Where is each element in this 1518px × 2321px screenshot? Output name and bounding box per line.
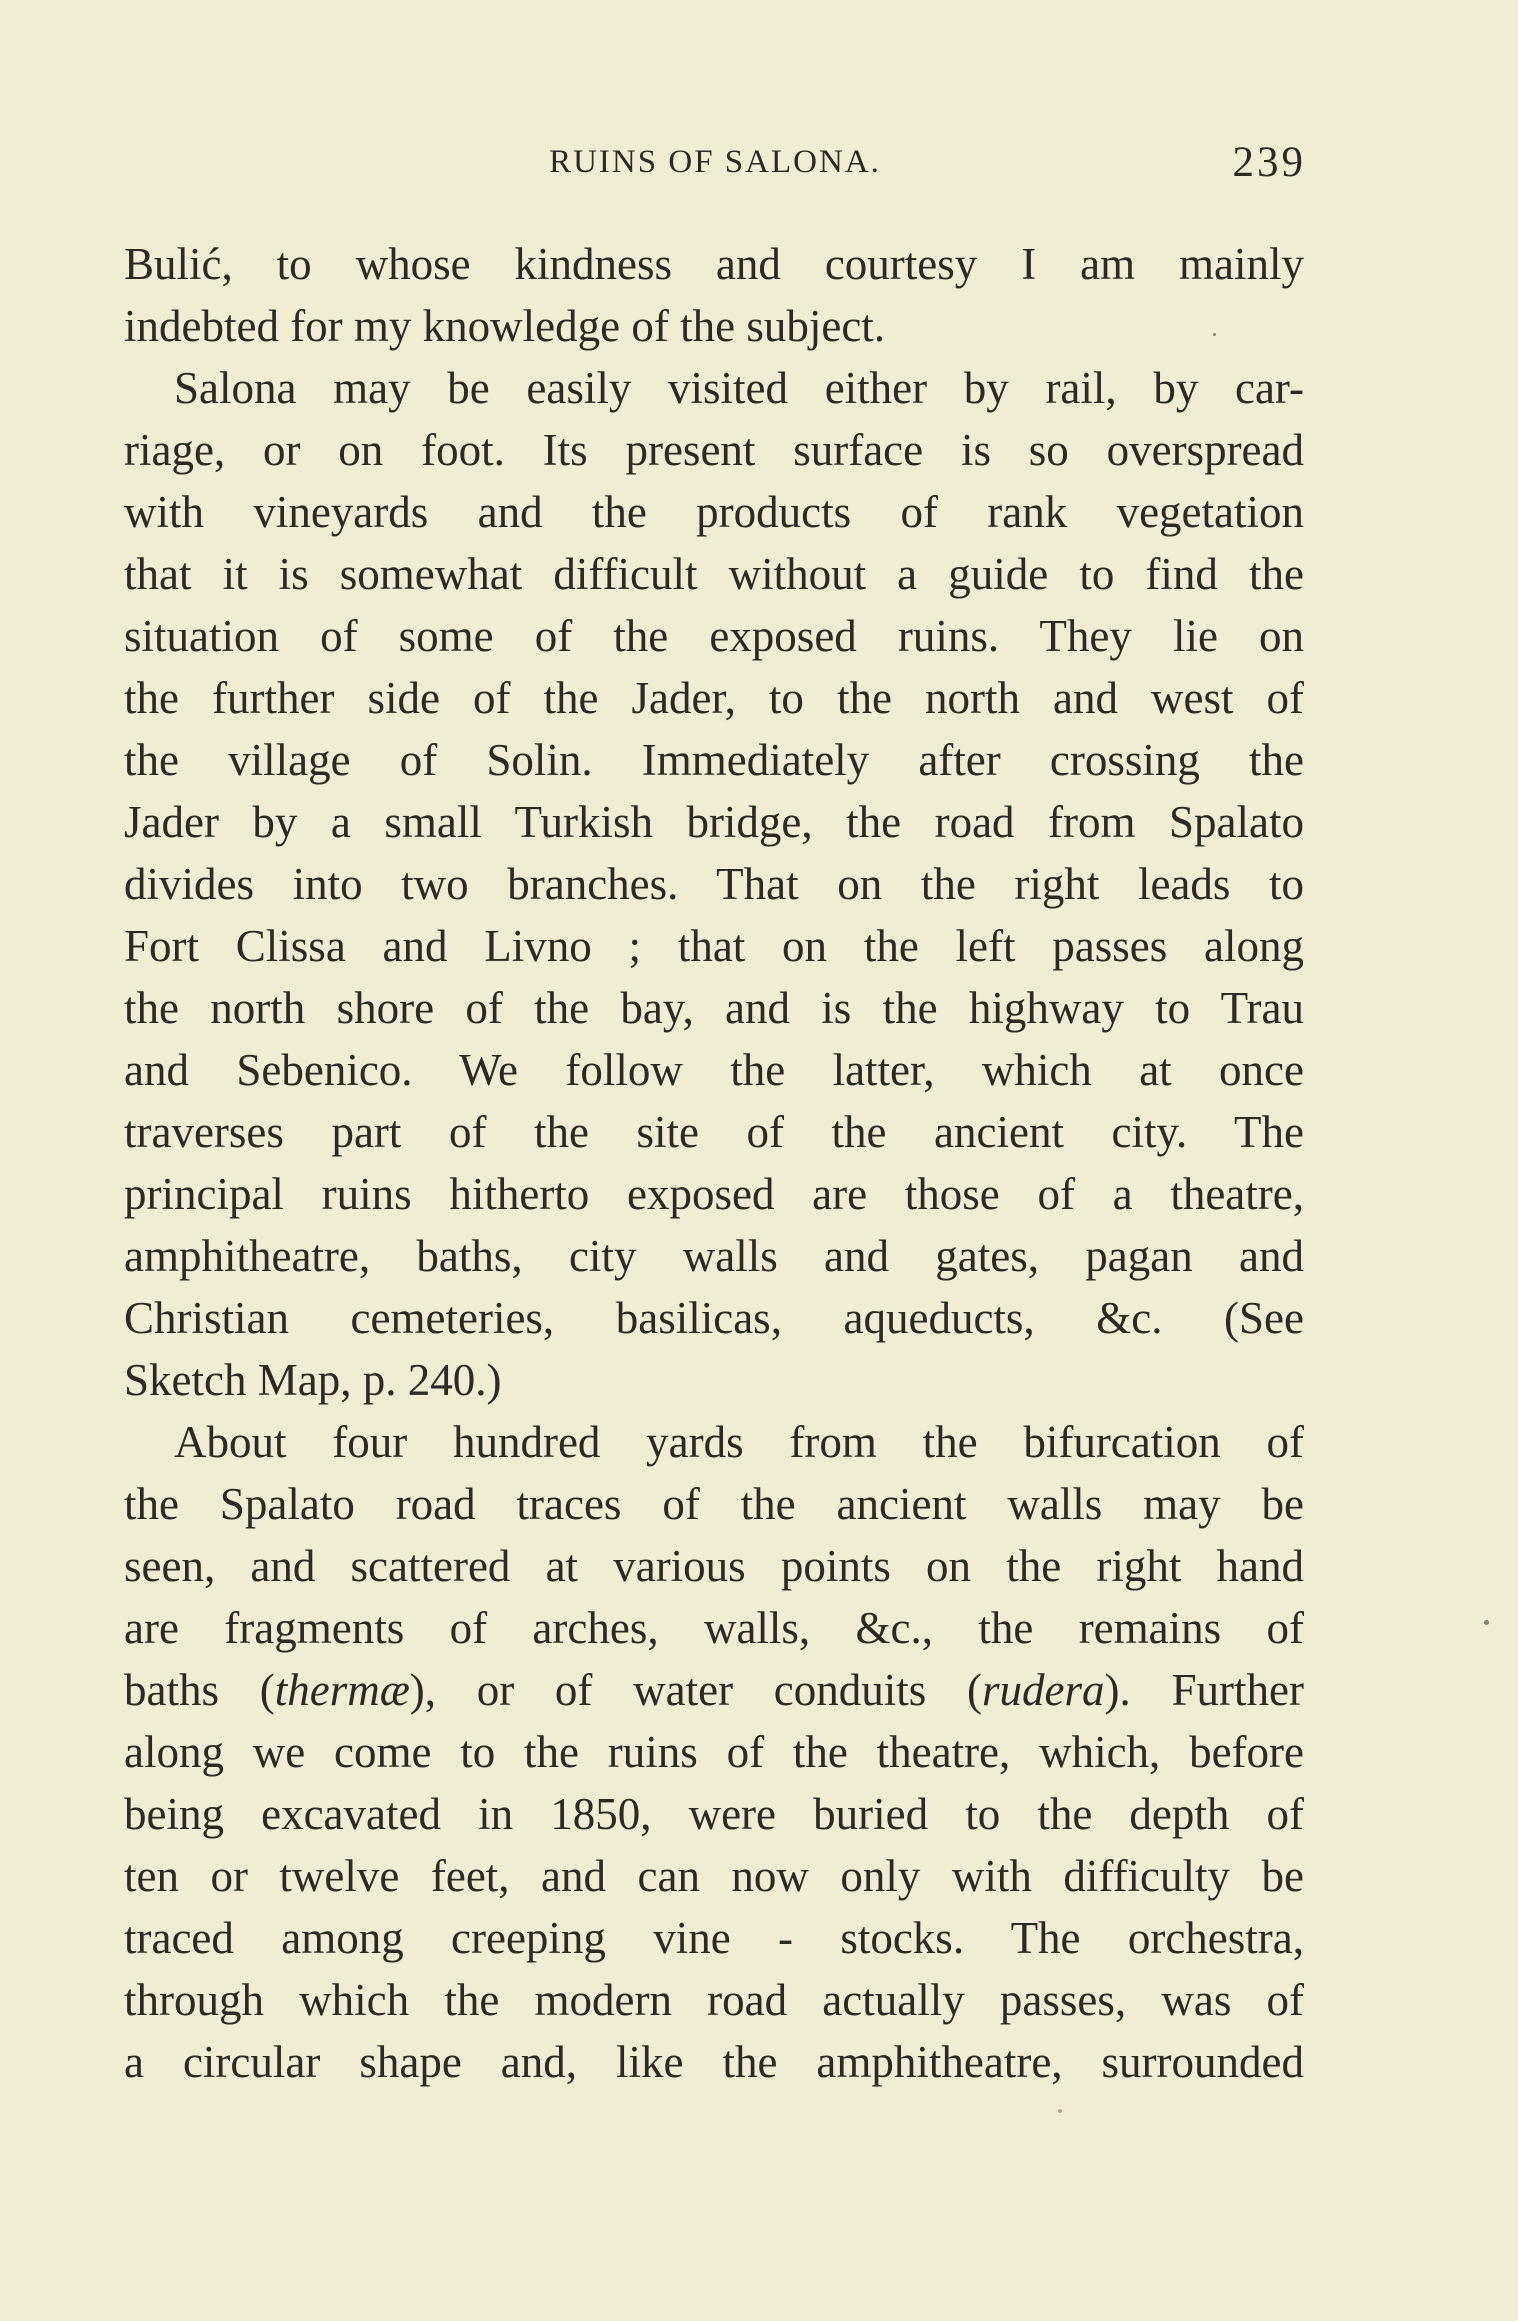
text-line: indebted for my knowledge of the subject. bbox=[124, 301, 886, 351]
text-line: riage, or on foot. Its present surface is so overspread bbox=[124, 425, 1304, 475]
paper-speck bbox=[1213, 333, 1216, 336]
text-line: principal ruins hitherto exposed are those of a theatre, bbox=[124, 1169, 1304, 1219]
text-line: seen, and scattered at various points on the right hand bbox=[124, 1541, 1304, 1591]
italic-term: rudera bbox=[982, 1665, 1105, 1715]
text-line: a circular shape and, like the amphitheatre, surrounded bbox=[124, 2037, 1304, 2087]
text-line: divides into two branches. That on the right leads to bbox=[124, 859, 1304, 909]
paper-speck bbox=[1058, 2109, 1062, 2113]
text-line: being excavated in 1850, were buried to the depth of bbox=[124, 1789, 1304, 1839]
text-line: traced among creeping vine - stocks. The orchestra, bbox=[124, 1913, 1304, 1963]
page-number: 239 bbox=[1232, 139, 1306, 186]
text-segment: baths ( bbox=[124, 1665, 275, 1715]
text-line: Sketch Map, p. 240.) bbox=[124, 1355, 502, 1405]
text-line: through which the modern road actually passes, was of bbox=[124, 1975, 1304, 2025]
text-line: Fort Clissa and Livno ; that on the left passes along bbox=[124, 921, 1304, 971]
text-line: Christian cemeteries, basilicas, aqueducts, &c. (See bbox=[124, 1293, 1304, 1343]
text-line: About four hundred yards from the bifurcation of bbox=[174, 1417, 1304, 1467]
text-segment: ). Further bbox=[1104, 1665, 1304, 1715]
text-line bbox=[124, 1659, 1304, 1721]
text-line: traverses part of the site of the ancient city. The bbox=[124, 1107, 1304, 1157]
text-line: ten or twelve feet, and can now only with difficulty be bbox=[124, 1851, 1304, 1901]
text-line: situation of some of the exposed ruins. They lie on bbox=[124, 611, 1304, 661]
text-line: Jader by a small Turkish bridge, the road from Spalato bbox=[124, 797, 1304, 847]
text-line: the further side of the Jader, to the north and west of bbox=[124, 673, 1304, 723]
italic-term: thermæ bbox=[274, 1665, 410, 1715]
text-line: are fragments of arches, walls, &c., the remains of bbox=[124, 1603, 1304, 1653]
text-line: and Sebenico. We follow the latter, which at once bbox=[124, 1045, 1304, 1095]
text-line: the village of Solin. Immediately after crossing the bbox=[124, 735, 1304, 785]
text-line: that it is somewhat difficult without a guide to find the bbox=[124, 549, 1304, 599]
text-segment: ), or of water conduits ( bbox=[409, 1665, 983, 1715]
text-line: amphitheatre, baths, city walls and gates, pagan and bbox=[124, 1231, 1304, 1281]
paper-speck bbox=[1484, 1620, 1489, 1625]
running-title: RUINS OF SALONA. bbox=[549, 144, 881, 180]
text-line: the Spalato road traces of the ancient walls may be bbox=[124, 1479, 1304, 1529]
text-line: the north shore of the bay, and is the highway to Trau bbox=[124, 983, 1304, 1033]
running-head bbox=[124, 138, 1306, 186]
text-line: Bulić, to whose kindness and courtesy I am mainly bbox=[124, 239, 1304, 289]
text-line: along we come to the ruins of the theatre, which, before bbox=[124, 1727, 1304, 1777]
text-line: Salona may be easily visited either by rail, by car- bbox=[174, 363, 1304, 413]
text-line: with vineyards and the products of rank vegetation bbox=[124, 487, 1304, 537]
